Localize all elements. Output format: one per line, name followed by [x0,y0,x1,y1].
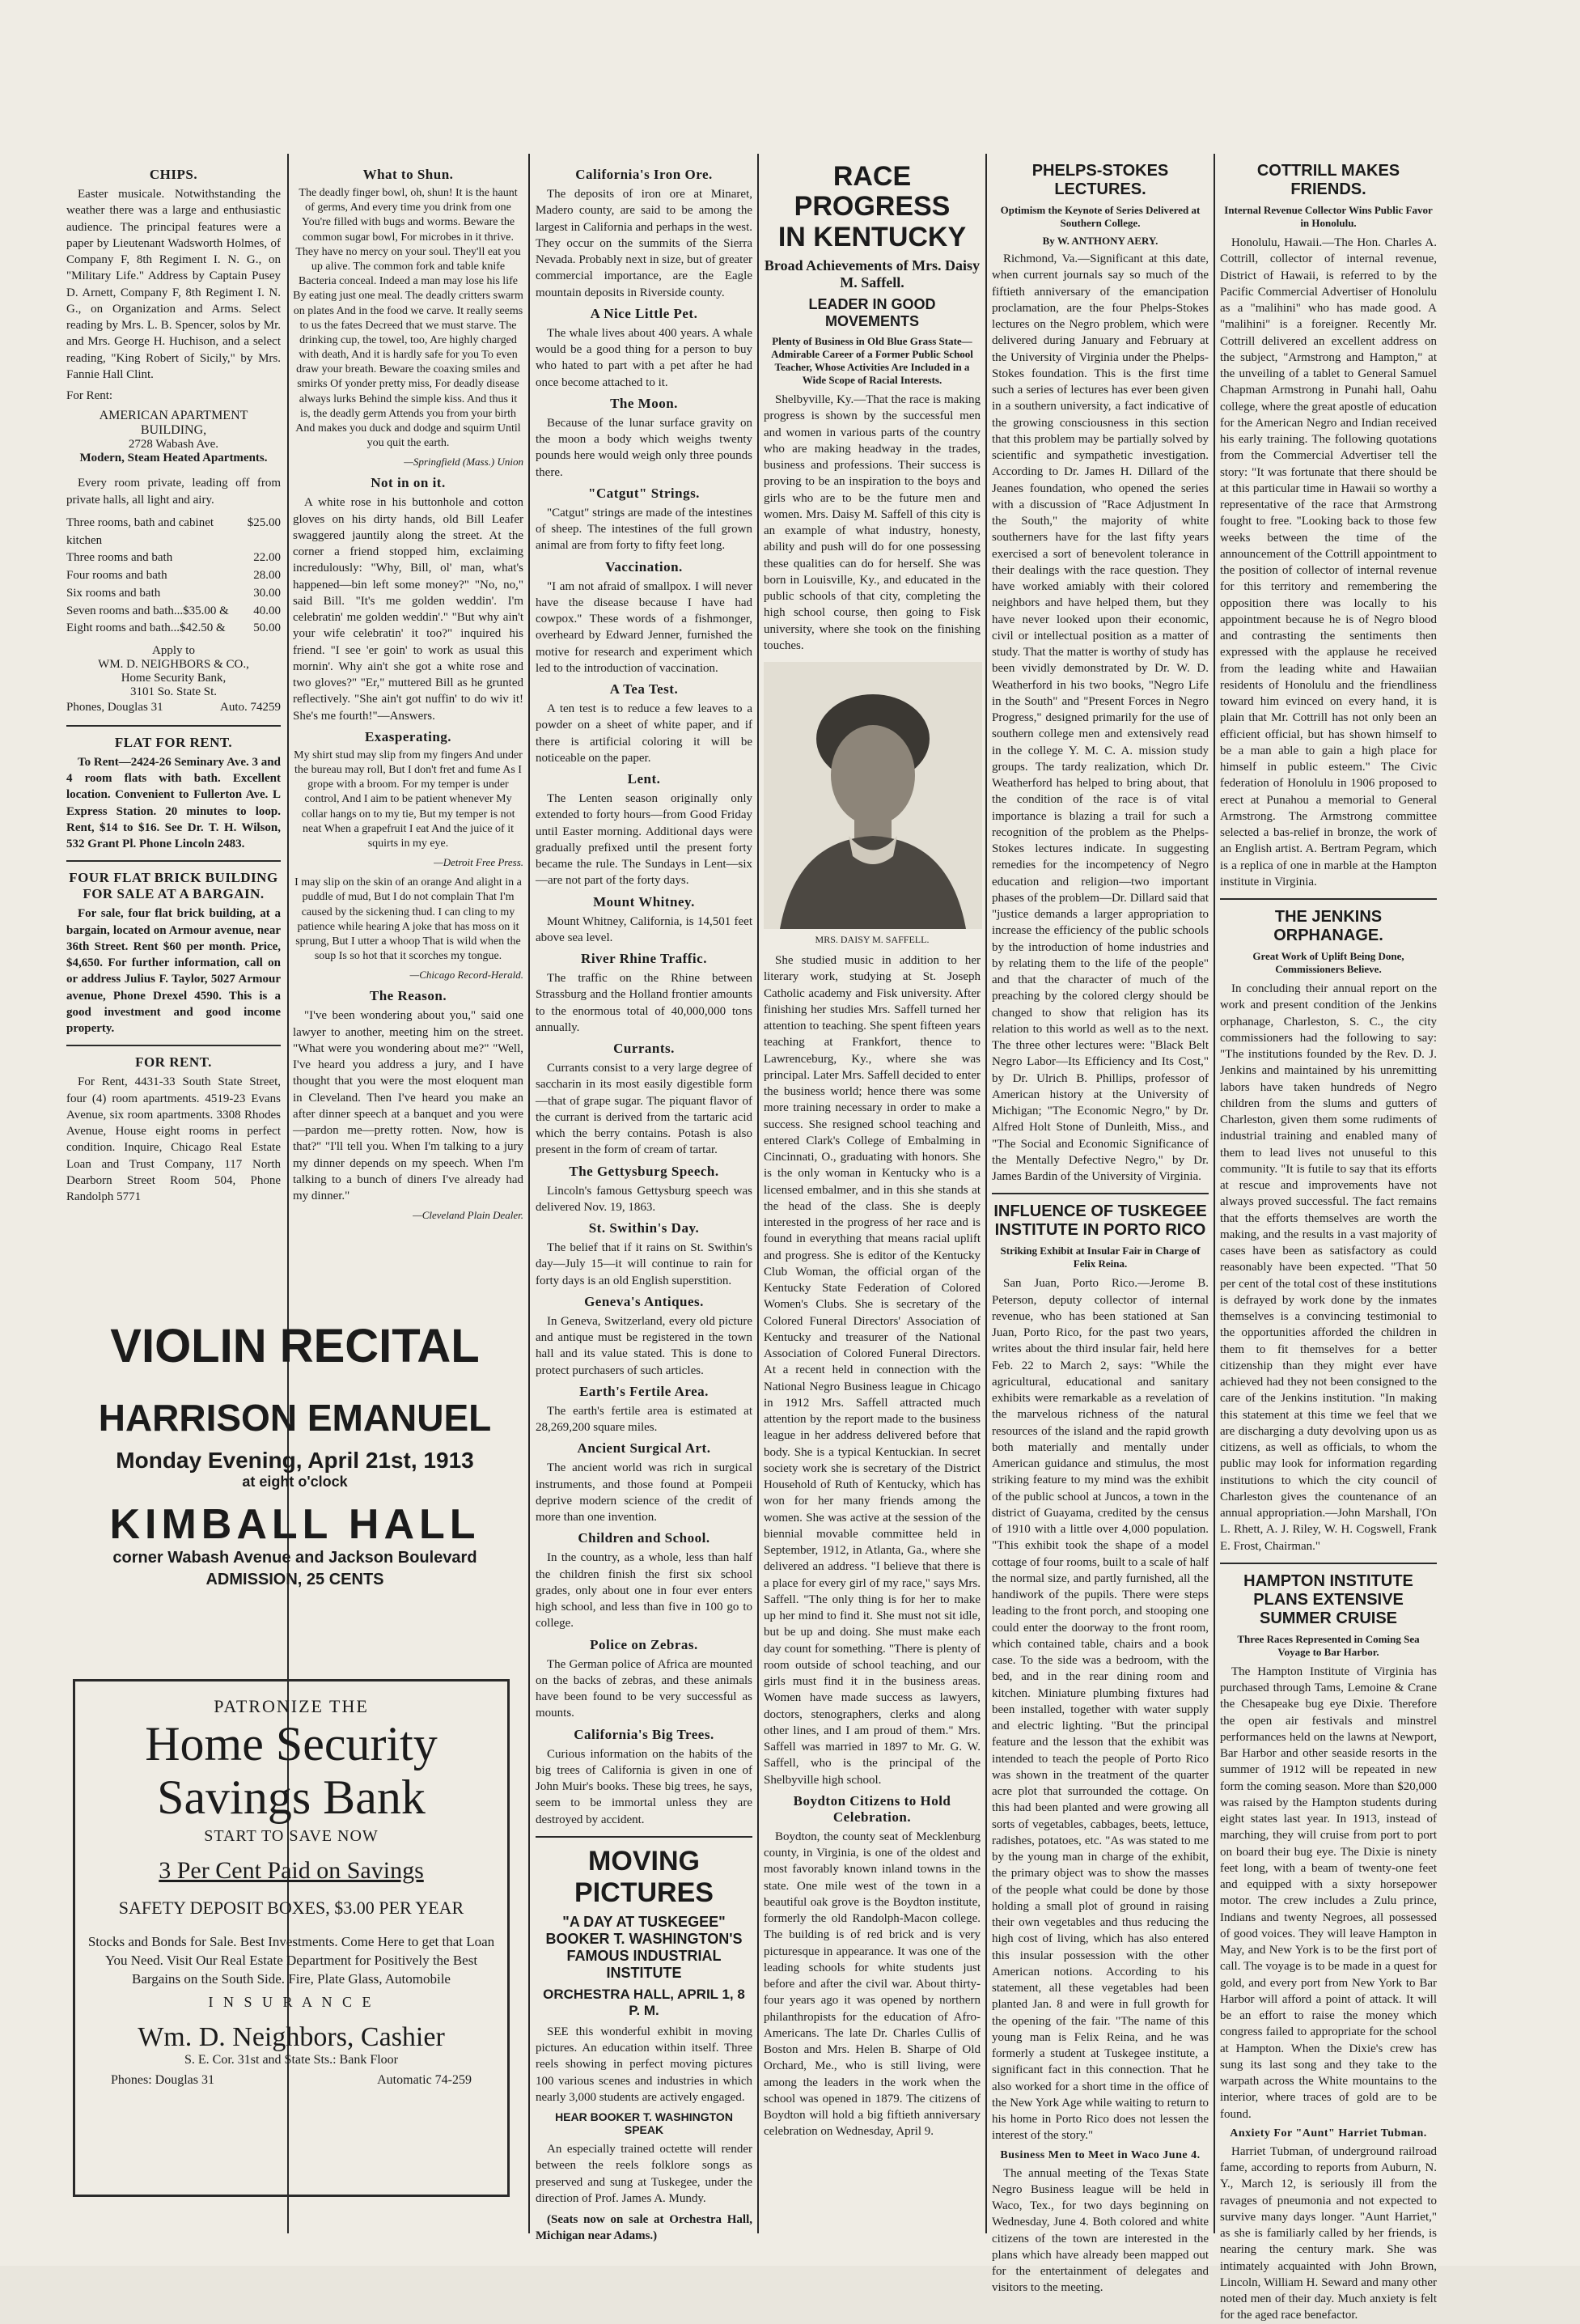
zebras-text: The German police of Africa are mounted on the backs of zebras, and these animals have been found to be very successful as mounts. [536,1657,752,1720]
exasperating-credit: —Detroit Free Press. [434,856,523,869]
moon-heading: The Moon. [610,395,678,411]
divider [1220,1563,1437,1564]
gettysburg-heading: The Gettysburg Speech. [569,1163,719,1179]
rent-row [66,567,281,585]
movie-text: SEE this wonderful exhibit in moving pictures. An education within itself. Three reels showing in perfect moving pictures 100 various scenes and industries in which nearly 3,000 students are actively engaged. [536,2025,752,2104]
tuskegee-heading: INFLUENCE OF TUSKEGEE INSTITUTE IN PORTO RICO [993,1202,1207,1240]
rhine-text: The traffic on the Rhine between Strassburg and the Holland frontier amounts to the enormous total of 40,000,000 tons annually. [536,972,752,1034]
shun-heading: What to Shun. [362,167,454,182]
exasperating-poem-2: I may slip on the skin of an orange And alight in a puddle of mud, But I do not complain That I'm caused by the sickening thud. I can cling to my patience while hearing A joke that has moss on it sprung, But I utter a whoop That is wild when the soup Is so hot that it scorches my tongue. [294,876,522,963]
bank-name-line1: Home Security [145,1717,438,1771]
surgical-text: The ancient world was rich in surgical instruments, and those found at Pompeii deprive modern science of the credit of more than one invention. [536,1461,752,1524]
rent-row [66,515,281,550]
cottrill-subtitle: Internal Revenue Collector Wins Public Favor in Honolulu. [1224,204,1433,229]
bank-name-line2: Savings Bank [157,1771,426,1824]
for-rent-label: For Rent: [66,389,113,402]
iron-heading: California's Iron Ore. [575,167,713,182]
race-deck: Plenty of Business in Old Blue Grass State—Admirable Career of a Former Public School Teacher, Whose Activities Are Included in a Wide Scope of Racial Interests. [771,335,973,387]
race-subtitle-1: Broad Achievements of Mrs. Daisy M. Saffell. [764,257,981,291]
four-flat-text: For sale, four flat brick building, at a bargain, located on Armour avenue, near 36th Street. Rent $60 per month. Price, $4,650. For further information, call on or address Julius F. Taylor, 5027 Armour avenue, Phone Drexel 4590. This is a good investment and good income property. [66,907,281,1035]
rent-row [66,620,281,638]
geneva-heading: Geneva's Antiques. [584,1293,704,1309]
divider [66,860,281,862]
exasperating-poem: My shirt stud may slip from my fingers And under the bureau may roll, But I don't fret and fume As I grope with a broom. For my temper is under control, And I aim to be patient whenever My collar hangs on to my tie, But my temper is not neat When a grapefruit I eat And the juice of it squirts in my eye. [294,749,523,850]
divider [536,1836,752,1838]
bank-body: Stocks and Bonds for Sale. Best Investments. Come Here to get that Loan You Need. Visit Our Real Estate Department for Positively the Best Bargains on the South Side. Fire, Plate Glass, Automobile [87,1934,495,1987]
cottrill-text: Honolulu, Hawaii.—The Hon. Charles A. Cottrill, collector of internal revenue, District of Hawaii, is referred to by the Pacific Commercial Advertiser of Honolulu as a "malihini" who has made good. A "malihini" is a foreigner. Recently Mr. Cottrill delivered an excellent address on the subject, "Armstrong and Hampton," at the unveiling of a tablet to General Samuel Chapman Armstrong in Punahi hall, Oahu college, where the great apostle of education for the American Negro and Indian received his early training. The following quotations from the Commercial Advertiser tell the story: "It was fortunate that there should be at this particular time in Hawaii so worthy a representative of the race that Armstrong fought to free. "Looking back to those few weeks between the time of the announcement of the Cottrill appointment to the position of collector of internal revenue for this territory and remembering the opposition there was locally to his appointment because he is of Negro blood and contrasting the sentiments then expressed with the applause he received from the leading white and Hawaiian residents of Honolulu and the friendliness toward him evinced on every hand, it is plain that Mr. Cottrill has not only been an efficient official, but has shown himself to be a man able to gain a high place for himself in public esteem." The Civic federation of Honolulu in 1906 proposed to erect at Punahou a memorial to General Armstrong. The Armstrong committee selected a bas-relief in bronze, the work of an English artist. A. Bertram Pegram, which is a replica of one in marble at the Hampton institute in Virginia. [1220,236,1437,888]
notin-heading: Not in on it. [371,475,446,491]
divider [1220,898,1437,900]
tea-heading: A Tea Test. [609,681,679,697]
rent-row [66,603,281,621]
hear-booker: HEAR BOOKER T. WASHINGTON SPEAK [555,2110,733,2136]
bank-phones [87,2071,496,2089]
agent-phone-douglas: Phones, Douglas 31 [66,701,163,714]
tuskegee-text: San Juan, Porto Rico.—Jerome B. Peterson, deputy collector of internal revenue, who has been stationed at San Juan, Porto Rico, for the past two years, writes about the third insular fair, held here Feb. 22 to March 2, says: "While the agricultural, educational and sanitary exhibits were remarkable as a revelation of the marvelous richness of the natural resources of the island and the rapid growth both materially and mentally under American guidance and stimulus, the most striking feature to my mind was the exhibit of the public school at Juncos, a town in the district of Guayama, credited by the census of 1910 with a little over 4,000 population. "This exhibit took the shape of a model cottage of four rooms, built to a scale of half the normal size, and partly furnished, all the handiwork of the pupils. There were steps leading to the front porch, and stooping one could enter the doorway to the front room, which contained table, chairs and a book case. To the side was a bedroom, with the bed, and in the rear dining room and kitchen. Miniature plumbing fixtures had been installed, together with water supply and electric lighting. "But the principal feature and the lesson that the exhibit was intended to teach the people of Porto Rico was shown in the treatment of the quarter acre plot that surrounded the cottage. On this had been planted and were growing all sorts of vegetables, cabbages, beets, lettuce, radishes, potatoes, etc. "As was stated to me by the young man in charge of the exhibit, the primary object was to show the masses of the people what could be done by those holding a small plot of ground in raising their own vegetables and thus reducing the high cost of living, which has also entered this insular possession with the other American notions. According to his statement, all these vegetables had been planted Jan. 8 and were in full growth for the opening of the fair. "The name of this young man is Felix Reina, and he was formerly a student at Tuskegee institute, a significant fact in this connection. That he also worked for a short time in the office of the New York Age while waiting to return to his home in Porto Rico does not lessen the interest of the story." [992,1277,1209,2143]
violin-date: Monday Evening, April 21st, 1913 [116,1448,474,1473]
rent-list [66,515,281,638]
column-6 [1220,162,1437,2322]
apartment-name: AMERICAN APARTMENT BUILDING, [99,409,248,438]
race-title-2: IN KENTUCKY [777,221,967,252]
rent-label: Six rooms and bath [66,586,161,600]
for-rent-heading: FOR RENT. [135,1054,212,1071]
chips-text: Easter musicale. Notwithstanding the weather there was a large and enthusiastic audience. The principal features were a paper by Lieutenant Wadsworth Holmes, of Company F, 8th Regiment I. N. G., on "Military Life." Address by Captain Pusey D. Arnett, Company F, 8th Regiment I. N. G., on Organization and Arms. Select reading by Mrs. L. B. Spencer, solos by Mr. and Mrs. George H. Huchison, and a select reading, "King Robert of Sicily," by Mrs. Fannie Hall Clint. [66,188,281,381]
race-text-1: Shelbyville, Ky.—That the race is making progress is shown by the successful men and women in various parts of the country who are making headway in the trades, business and professions. Their success is proving to be an inspiration to the boys and girls who are to be the future men and women. Mrs. Daisy M. Saffell of this city is an example of what industry, honesty, ability and push will do for one possessing these qualities can do for herself. She was born in Louisville, Ky., and educated in the public schools of that city, completing the high school course, then going to Fisk university, where she took on the finishing touches. [764,393,981,652]
catgut-heading: "Catgut" Strings. [588,485,700,501]
swithin-heading: St. Swithin's Day. [588,1220,700,1236]
movie-venue: ORCHESTRA HALL, APRIL 1, 8 P. M. [543,1986,745,2018]
hampton-text: The Hampton Institute of Virginia has purchased through Tams, Lemoine & Crane the Chesapeake bug eye Dixie. Therefore the open air festivals and minstrel performances held on the lawns at Newport, Bar Harbor and other seaside resorts in the summer of 1912 will be repeated in new form the coming season. More than $20,000 was raised by the Hampton students during eight states last year. In 1913, instead of marching, they will cruise from port to port on board their bug eye. The Dixie is ninety feet long, with a beam of twenty-one feet and equipped with a sixty horsepower motor. The crew includes a Zulu prince, Indians and twenty Negroes, all possessed of good voices. They will leave Hampton in May, and New York is to be the first port of call. The voyage is to be made in a quest for gold, and every port from New York to Bar Harbor will afford a point of attack. It will be an effort to raise the money which congress failed to appropriate for the school at Hampton. When the Dixie's crew has sung its last song and they take to the warpath across the White mountains to the interior, where traces of gold are to be found. [1220,1665,1437,2121]
currants-heading: Currants. [613,1041,675,1056]
bank-start: START TO SAVE NOW [204,1827,379,1845]
race-subtitle-2: LEADER IN GOOD MOVEMENTS [808,296,936,330]
school-text: In the country, as a whole, less than half the children finish the first six school grades, only about one in four ever enters high school, and less than five in 100 go to college. [536,1551,752,1631]
cottrill-heading: COTTRILL MAKES FRIENDS. [1256,162,1400,198]
jenkins-heading: THE JENKINS ORPHANAGE. [1273,908,1383,944]
hampton-subtitle: Three Races Represented in Coming Sea Voyage to Bar Harbor. [1237,1632,1420,1658]
bank-cashier-address: S. E. Cor. 31st and State Sts.: Bank Floor [184,2052,398,2067]
gettysburg-text: Lincoln's famous Gettysburg speech was delivered Nov. 19, 1863. [536,1184,752,1214]
movie-subtitle-1: "A DAY AT TUSKEGEE" [562,1913,726,1930]
apartment-description: Every room private, leading off from private halls, all light and airy. [66,477,281,507]
pet-heading: A Nice Little Pet. [590,305,698,321]
bank-phone-douglas: Phones: Douglas 31 [111,2072,214,2087]
chips-heading: CHIPS. [149,167,198,182]
shun-poem: The deadly finger bowl, oh, shun! It is the haunt of germs, And every time you drink from one You're filled with bugs and worms. Beware the common sugar bowl, For microbes in it thrive. They have no mercy on your soul. They'll eat you up alive. The common fork and table knife Bacteria conceal. Indeed a man may lose his life By eating just one meal. The deadly critters swarm on plates And in the food we carve. It really seems to us the fates Decreed that we must starve. The drinking cup, the towel, too, Are highly charged with death, And it is hardly safe for you To even draw your breath. Beware the coaxing smiles and smirks Of yonder pretty miss, For deadly disease always lurks Behind the simple kiss. And thus it is, the deadly germ Attends you from your birth And makes you duck and dodge and squirm Until you quit the earth. [293,187,523,450]
geneva-text: In Geneva, Switzerland, every old picture and antique must be registered in the town hall and its value stated. This is done to protect purchasers of such articles. [536,1314,752,1377]
trees-text: Curious information on the habits of the big trees of California is given in one of John Muir's books. These big trees, he says, seem to be immortal unless they are destroyed by accident. [536,1747,752,1826]
flat-heading: FLAT FOR RENT. [114,734,233,750]
rent-label: Three rooms and bath [66,551,173,565]
zebras-heading: Police on Zebras. [590,1636,698,1652]
reason-credit: —Cleveland Plain Dealer. [413,1209,523,1222]
rent-label: Four rooms and bath [66,569,167,582]
phelps-subtitle: Optimism the Keynote of Series Delivered at Southern College. [1000,204,1201,229]
violin-hall: KIMBALL HALL [109,1501,481,1548]
hampton-heading: HAMPTON INSTITUTE PLANS EXTENSIVE SUMMER CRUISE [1243,1571,1413,1627]
jenkins-text: In concluding their annual report on the work and present condition of the Jenkins orphanage, Charleston, S. C., the city commissioners had the following to say: "The institutions founded by the Rev. D. J. Jenkins and maintained by his unremitting labors have taken hundreds of Negro children from the slums and gutters of Charleston, given them some rudiments of industrial training and enabled many of them to lead lives not unuseful to this community. "It is futile to say that its efforts at rescue and improvements have not always proved successful. The fact remains that the efforts themselves are worth the making, and the results in a vast majority of cases have been as satisfactory as could reasonably have been expected. "That 50 per cent of the total cost of these institutions is defrayed by work done by the inmates themselves is a convincing testimonial to the opportunities afforded the children in them to fit themselves for a better citizenship than they might ever have achieved had they not been consigned to the care of the Jenkins institution. "In making this statement at this time we feel that we are discharging a duty devolving upon us as citizens, as well as officials, to whom the public may look for information regarding institutions to which the city council of Charleston gives the countenance of an annual appropriation.—John Marshall, I'On L. Rhett, A. J. Riley, W. H. Cogswell, Frank E. Frost, Chairman." [1220,982,1437,1553]
rhine-heading: River Rhine Traffic. [581,951,707,966]
portrait-photo [764,662,982,929]
currants-text: Currants consist to a very large degree of saccharin in its most easily digestible form—that of grape sugar. The piquant flavor of the currant is derived from the tartaric acid which the berry contains. Potash is also present in the form of cream of tartar. [536,1062,752,1157]
phelps-byline: By W. ANTHONY AERY. [1042,235,1159,247]
rent-row [66,549,281,567]
moon-text: Because of the lunar surface gravity on the moon a body which weighs twenty pounds here would weigh only three pounds there. [536,416,752,479]
column-rule [1214,154,1215,2233]
tubman-heading: Anxiety For "Aunt" Harriet Tubman. [1230,2127,1427,2140]
bank-deposit: SAFETY DEPOSIT BOXES, $3.00 PER YEAR [118,1898,464,1918]
agent-bank: Home Security Bank, [121,672,227,685]
swithin-text: The belief that if it rains on St. Swithin's day—July 15—it will continue to rain for forty days is an old English superstition. [536,1241,752,1287]
exasperating-credit-2: —Chicago Record-Herald. [409,969,523,982]
boydton-heading: Boydton Citizens to Hold Celebration. [793,1792,951,1825]
bank-cashier: Wm. D. Neighbors, Cashier [138,2021,445,2052]
column-rule [985,154,987,2233]
agent-phone-auto: Auto. 74259 [220,701,281,714]
column-1 [66,162,281,1210]
violin-time: at eight o'clock [242,1474,348,1490]
divider [66,1045,281,1046]
earth-text: The earth's fertile area is estimated at 28,269,200 square miles. [536,1404,752,1434]
violin-admission: ADMISSION, 25 CENTS [205,1571,384,1588]
bank-phone-auto: Automatic 74-259 [377,2072,472,2087]
whitney-heading: Mount Whitney. [593,893,695,910]
four-flat-heading: FOUR FLAT BRICK BUILDING FOR SALE AT A BARGAIN. [69,870,278,902]
shun-credit: —Springfield (Mass.) Union [404,456,523,469]
reason-heading: The Reason. [369,988,447,1004]
vaccination-text: "I am not afraid of smallpox. I will never have the disease because I have had cowpox." These words of a fishmonger, overheard by Edward Jenner, furnished the motive for research and experiment which led to the introduction of vaccination. [536,579,752,675]
vaccination-heading: Vaccination. [605,558,683,575]
apply-label: Apply to [152,644,195,657]
violin-title: VIOLIN RECITAL [110,1320,480,1372]
column-2 [293,162,523,1303]
apartment-address: 2728 Wabash Ave. [128,438,219,452]
rent-row [66,585,281,603]
race-text-2: She studied music in addition to her literary work, studying at St. Joseph Catholic academy and Fisk university. After finishing her studies Mrs. Saffell turned her attention to teaching. She spent fifteen years teaching at Frankfort, thence to Lawrenceburg, Ky., where she was principal. Later Mrs. Saffell decided to enter the business world; hence there was some more training necessary in order to make a success. She resigned school teaching and entered Clark's College of Embalming in Cincinnati, O., graduating with honors. She is the only woman in Kentucky who is a licensed embalmer, and in this she stands at the head of the class. She is deeply interested in the progress of her race and is found in everything that means racial uplift and progress. She is editor of the Kentucky Club Woman, the official organ of the Kentucky State Federation of Colored Women's Clubs. She is secretary of the Colored Funeral Directors' Association of Kentucky and treasurer of the National Association of Colored Funeral Directors. At a recent held in connection with the National Negro Business league in Chicago in 1912 Mrs. Saffell attracted much attention by the report made to the business league in her address delivered before that body. She is a typical Kentuckian. In secret society work she is secretary of the District Household of Ruth of Kentucky, which has won for her many friends among the women. She was active at the session of the biennial movable committee held in September, 1912, in Atlanta, Ga., where she delivered an address. "I believe that there is a place for every girl of my race," says Mrs. Saffell. "The only thing is for her to make up her mind to find it. She must not sit idle, but be up and doing. She must make each day count for something. "There is plenty of room outside of school teaching, and our girls must find it in the business areas. Women have made success as lawyers, doctors, stenographers, clerks and along other lines, and I am proud of them." Mrs. Saffell was married in 1897 to Mr. G. W. Saffell, who is the principal of the Shelbyville high school. [764,954,981,1787]
movie-subtitle-2: BOOKER T. WASHINGTON'S FAMOUS INDUSTRIAL INSTITUTE [545,1930,743,1981]
rent-price: 40.00 [253,604,281,617]
portrait-illustration [764,662,982,929]
lent-heading: Lent. [627,771,661,787]
bank-ad [73,1679,510,2197]
violin-performer: HARRISON EMANUEL [98,1397,492,1439]
column-rule [528,154,530,2233]
reason-text: "I've been wondering about you," said one lawyer to another, meeting him on the street. "What were you wondering about me?" "Well, I've heard you address a jury, and I have thought that you were the most eloquent man in Cleveland. Then I've heard you make an after dinner speech at a banquet and you were—pardon me—pretty rotten. Now, how is that?" "I'll tell you. When I'm talking to a jury my dinner depends on my speech. When I'm talking to a bunch of diners I've already had my dinner." [293,1009,523,1203]
column-3 [536,162,752,2243]
agent-phones [66,699,281,717]
apartment-tagline: Modern, Steam Heated Apartments. [79,452,268,465]
bank-insurance: I N S U R A N C E [208,1993,375,2010]
violin-recital-ad [66,1319,523,1589]
surgical-heading: Ancient Surgical Art. [577,1440,711,1457]
flat-text: To Rent—2424-26 Seminary Ave. 3 and 4 room flats with bath. Excellent location. Convenient to Fullerton Ave. L Express Station. 20 minutes to loop. Rent, $14 to $16. See Dr. T. H. Wilson, 532 Grant Pl. Phone Lincoln 2483. [66,755,281,850]
notin-text: A white rose in his buttonhole and cotton gloves on his dirty hands, old Bill Leafer swaggered jauntily along the street. At the corner a friend stopped him, exclaiming incredulously: "Why, Bill, ol' man, what's happened—bin left some money?" "No, no," said Bill. "It's me golden weddin'. I'm celebratin' me golden weddin'." "But why ain't your wife celebratin' it too?" inquired his friend. "I see 'er goin' to work as usual this mornin'. Why ain't she got a white rose and two gloves?" "Er," muttered Bill as he grunted reflectively. "She ain't got nuffin' to do wiv it! She's me fourth!"—Answers. [293,496,523,723]
movie-title: MOVING PICTURES [574,1845,714,1908]
rent-price: 30.00 [253,586,281,600]
earth-heading: Earth's Fertile Area. [579,1383,709,1399]
for-rent-text: For Rent, 4431-33 South State Street, four (4) room apartments. 4519-23 Evans Avenue, six room apartments. 3308 Rhodes Avenue, House eight rooms in perfect condition. Inquire, Chicago Real Estate Loan and Trust Company, 117 North Dearborn Street Room 504, Phone Randolph 5771 [66,1075,281,1203]
tuskegee-subtitle: Striking Exhibit at Insular Fair in Charge of Felix Reina. [1000,1245,1201,1270]
waco-text: The annual meeting of the Texas State Negro Business league will be held in Waco, Tex., for two days beginning on Wednesday, June 4. Both colored and white citizens of the town are interested in the plans which have already been mapped out for the entertainment of delegates and visitors to the meeting. [992,2166,1209,2295]
whitney-text: Mount Whitney, California, is 14,501 feet above sea level. [536,914,752,944]
column-4 [764,162,981,2233]
boydton-text: Boydton, the county seat of Mecklenburg county, in Virginia, is one of the oldest and most favorably known inland towns in the state. One mile west of the town in a beautiful oak grove is the Boydton institute, formerly the old Randolph-Macon college. The building is of red brick and is very picturesque in appearance. It was one of the leading schools for white students just before and after the civil war. About thirty-four years ago it was opened by northern philanthropists for the education of Afro-Americans. The late Dr. Charles Cullis of Boston and Mrs. Helen B. Sharpe of Old Orchard, Me., who is still living, were among the leaders in the work when the school was opened in 1879. The citizens of Boydton will hold a big fiftieth anniversary celebration on Wednesday, April 9. [764,1830,981,2139]
rent-price: 50.00 [253,621,281,635]
tea-text: A ten test is to reduce a few leaves to a powder on a sheet of white paper, and if there is artificial coloring it will be noticeable on the paper. [536,702,752,765]
catgut-text: "Catgut" strings are made of the intestines of sheep. The intestines of the full grown animal are from forty to fifty feet long. [536,506,752,553]
rent-label: Three rooms, bath and cabinet kitchen [66,515,214,547]
bank-patronize: PATRONIZE THE [214,1696,369,1716]
column-5 [992,162,1209,2295]
phelps-heading: PHELPS-STOKES LECTURES. [1031,162,1169,198]
waco-heading: Business Men to Meet in Waco June 4. [1000,2148,1201,2161]
jenkins-subtitle: Great Work of Uplift Being Done, Commissioners Believe. [1252,950,1404,975]
rent-label: Eight rooms and bath...$42.50 & [66,621,226,635]
pet-text: The whale lives about 400 years. A whale would be a good thing for a person to buy who hated to part with a pet after he had once become attached to it. [536,326,752,389]
race-title-1: RACE PROGRESS [794,161,951,223]
bank-rate: 3 Per Cent Paid on Savings [159,1857,424,1884]
lent-text: The Lenten season originally only extended to forty hours—from Good Friday until Easter morning. Additional days were gradually prefixed until the present forty became the rule. The Sundays in Lent—six—are not part of the forty days. [536,792,752,888]
portrait-caption: MRS. DAISY M. SAFFELL. [815,934,930,946]
rent-price: $25.00 [247,515,281,529]
divider [66,725,281,727]
seats-text: (Seats now on sale at Orchestra Hall, Michigan near Adams.) [536,2213,752,2243]
rent-label: Seven rooms and bath...$35.00 & [66,604,229,617]
trees-heading: California's Big Trees. [574,1726,714,1742]
column-rule [757,154,759,2233]
agent-name: WM. D. NEIGHBORS & CO., [98,658,249,671]
rent-price: 28.00 [253,569,281,582]
rent-price: 22.00 [253,551,281,565]
divider [992,1193,1209,1194]
octette-text: An especially trained octette will render between the reels folklore songs as preserved and sung at Tuskegee, under the direction of Prof. James A. Mundy. [536,2143,752,2205]
iron-text: The deposits of iron ore at Minaret, Madero county, are said to be among the largest in California and perhaps in the west. They occur on the summits of the Sierra Nevada. Probably next in size, but of greater commercial importance, are the Eagle mountain deposits in Riverside county. [536,188,752,299]
agent-address: 3101 So. State St. [129,685,218,698]
tubman-text: Harriet Tubman, of underground railroad fame, according to reports from Auburn, N. Y., March 12, is seriously ill from the ravages of pneumonia and not expected to survive many days longer. "Aunt Harriet," as she is familiarly called by her friends, is nearing the century mark. She was intimately acquainted with John Brown, Lincoln, William H. Seward and many other noted men of their day. Much anxiety is felt for the aged race benefactor. [1220,2144,1437,2322]
violin-place: corner Wabash Avenue and Jackson Boulevard [112,1549,477,1567]
phelps-text: Richmond, Va.—Significant at this date, when current journals say so much of the fiftieth anniversary of the emancipation proclamation, are the four Phelps-Stokes lectures on the Negro problem, which were delivered during January and February at the University of Virginia under the Phelps-Stokes foundation. This is the first time such a series of lectures has ever been given in a southern university, a fact indicative of the growing consciousness in this section that this problem may be partially solved by scientific and sympathetic investigation. According to Dr. James H. Dillard of the Jeanes foundation, who opened the series with a discussion of "Race Adjustment In the South," the majority of white southerners have for the last fifty years exercised a sort of benevolent tolerance in their dealings with the race question. They have worked amiably with their colored neighbors and have helped them, but they have never looked upon their economic, civil or intellectual position as a matter of study. That the matter is worthy of study has been vividly demonstrated by Dr. W. D. Weatherford in his two books, "Negro Life in the South" and "Present Forces in Negro Progress," designed primarily for the use of southern college men and extensively read in the college Y. M. C. A. mission study groups. The tardy realization, which Dr. Weatherford has helped to bring about, that the condition of the race is of vital importance is blazing a trail for such a recognition of the problem as the Phelps-Stokes lectures indicate. In suggesting remedies for the incompetency of Negro education and religion—two important phases of the problem—Dr. Dillard said that "justice demands a larger appropriation to increase the efficiency of the public schools by the introduction of home industries and by relating them to the life of the people" and that the character of much of the preaching by the colored clergy should be changed to show that religion has its relation to this world as well as to the next. The three other lectures were: "Black Belt Negro Labor—Its Efficiency and Its Cost," by Dr. Ulrich B. Phillips, professor of American history at the University of Michigan; "The Economic Negro," by Dr. Alfred Holt Stone of Dunleith, Miss., and "The Social and Economic Significance of the Mentally Defective Negro," by Dr. James Bardin of the University of Virginia. [992,252,1209,1183]
school-heading: Children and School. [578,1530,710,1546]
exasperating-heading: Exasperating. [364,728,452,744]
